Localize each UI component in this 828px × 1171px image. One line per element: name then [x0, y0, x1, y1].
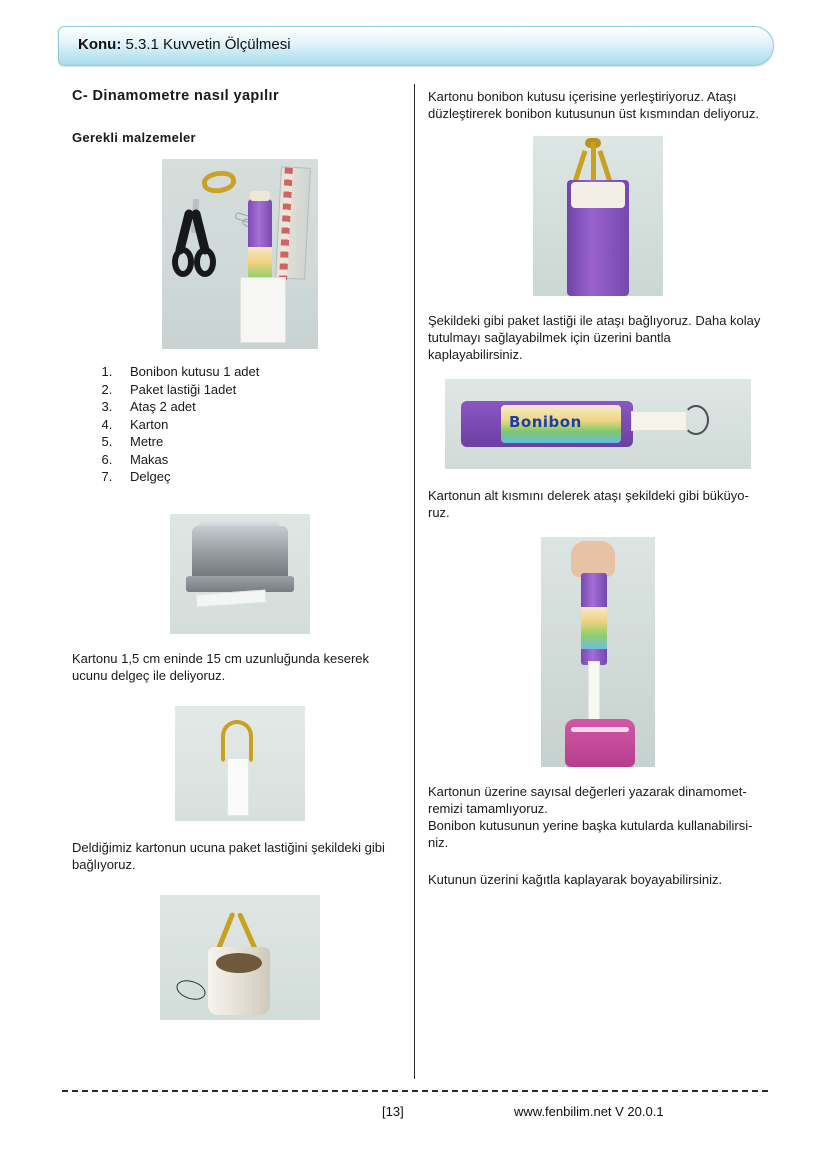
list-item: 5. Metre: [116, 433, 408, 451]
site-credit: www.fenbilim.net V 20.0.1: [514, 1104, 664, 1119]
photo-hole-punch: [170, 514, 310, 634]
photo-measuring-bag: [541, 537, 655, 767]
photo-tube-horizontal-hook: [445, 379, 751, 469]
punch-base: [186, 576, 294, 592]
pencil-case-object: [565, 719, 635, 767]
section-title: C- Dinamometre nasıl yapılır: [72, 88, 280, 104]
wire-object: [174, 976, 208, 1002]
page-number: [13]: [382, 1104, 404, 1119]
zipper: [571, 727, 629, 732]
topic-header-band: [58, 26, 774, 66]
scissors-handle-left: [172, 247, 194, 277]
tube-rim: [571, 182, 625, 208]
scissors-handle-right: [194, 247, 216, 277]
hand-object: [571, 541, 615, 577]
left-column: [72, 78, 408, 1020]
topic-label: Konu:: [78, 36, 122, 53]
list-item: 3. Ataş 2 adet: [116, 398, 408, 416]
ruler-scale: [279, 167, 293, 279]
paragraph-5: Bonibon kutusunun yerine başka kutularda kullanabilirsi-niz.: [428, 818, 753, 850]
cardboard-strip: [631, 411, 687, 431]
cardboard-object: [240, 277, 286, 343]
list-item: 1. Bonibon kutusu 1 adet: [116, 363, 408, 381]
tube-label: [581, 607, 607, 649]
list-item: 2. Paket lastiği 1adet: [116, 381, 408, 399]
cardboard-strip: [227, 758, 249, 816]
container-opening: [216, 953, 262, 973]
container-object: [208, 947, 270, 1015]
paragraph-3: Kartonun alt kısmını delerek ataşı şekildeki gibi büküyo-ruz.: [428, 488, 749, 520]
list-item: 4. Karton: [116, 416, 408, 434]
paragraph-1: Kartonu bonibon kutusu içerisine yerleştiriyoruz. Ataşı düzleştirerek bonibon kutusunun üst kısmından deliyoruz.: [428, 89, 759, 121]
paragraph-4: Kartonun üzerine sayısal değerleri yazarak dinamomet-remizi tamamlıyoruz.: [428, 784, 747, 816]
paragraph-6: Kutunun üzerini kağıtla kaplayarak boyayabilirsiniz.: [428, 872, 723, 887]
photo-box-with-rubber: [160, 895, 320, 1020]
topic-header-text: [78, 36, 291, 53]
photo-materials: [162, 159, 318, 349]
topic-value: 5.3.1 Kuvvetin Ölçülmesi: [125, 36, 291, 53]
caption-punch: Kartonu 1,5 cm eninde 15 cm uzunluğunda keserek ucunu delgeç ile deliyoruz.: [72, 650, 370, 683]
photo-tube-top-clip: [533, 136, 663, 296]
caption-loop: Deldiğimiz kartonun ucuna paket lastiğini şekildeki gibi bağlıyoruz.: [72, 839, 385, 872]
ruler-object: [275, 166, 311, 279]
right-column: [428, 78, 768, 888]
candy-tube-object: [567, 180, 629, 296]
page-content: [0, 78, 828, 1088]
materials-title: Gerekli malzemeler: [72, 130, 196, 145]
column-divider: [414, 84, 415, 1079]
rubber-band-object: [201, 169, 238, 196]
list-item: 7. Delgeç: [116, 468, 408, 486]
clip-hook: [683, 405, 709, 435]
cardboard-strip: [196, 589, 267, 607]
list-item: 6. Makas: [116, 451, 408, 469]
photo-strip-with-rubber: [175, 706, 305, 821]
tube-brand-text: Bonibon: [509, 413, 582, 431]
candy-tube-object: [581, 573, 607, 665]
materials-list: [72, 363, 408, 486]
footer-dashed-rule: [62, 1090, 768, 1092]
candy-tube-object: [461, 401, 633, 447]
punch-body: [192, 526, 288, 578]
paragraph-2: Şekildeki gibi paket lastiği ile ataşı bağlıyoruz. Daha kolay tutulmayı sağlayabilmek için üzerini bantla kaplayabilirsiniz.: [428, 313, 761, 362]
tube-cap: [250, 191, 270, 201]
